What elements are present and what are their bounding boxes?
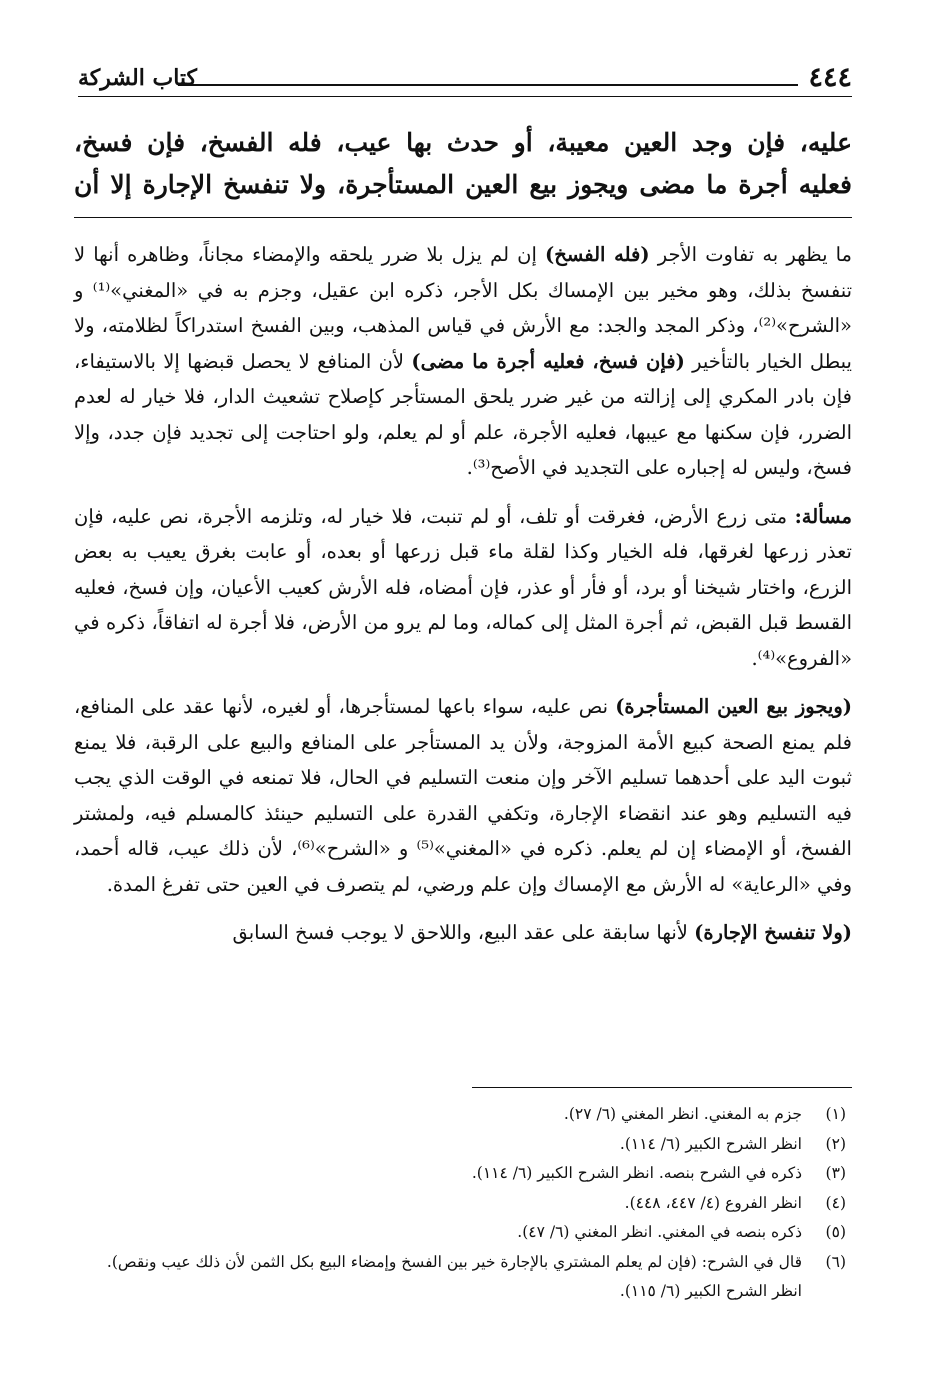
footnote-number: (٣) — [825, 1164, 846, 1182]
commentary-paragraph — [74, 915, 852, 951]
main-text-divider — [74, 217, 852, 218]
footnote-text: جزم به المغني. انظر المغني (٦/ ٢٧). — [563, 1105, 802, 1123]
footnote-number: (٢) — [825, 1134, 846, 1153]
footnote-divider — [472, 1087, 852, 1088]
footnote-number: (٦) — [825, 1252, 846, 1271]
main-text-line: عليه، فإن وجد العين معيبة، أو حدث بها عيب، فله الفسخ، فإن فسخ، — [74, 128, 852, 157]
footnote-number: (٤) — [825, 1193, 846, 1212]
header-rule — [178, 84, 798, 86]
quoted-matn: (فله الفسخ) — [545, 243, 650, 266]
issue-heading: مسألة: — [794, 504, 852, 528]
footnote-text: قال في الشرح: (فإن لم يعلم المشتري بالإجارة خير بين الفسخ وإمضاء البيع بكل الثمن لأن ذلك عيب ونقص). انظر الشرح الكبير (٦/ ١١٥). — [106, 1252, 802, 1300]
quoted-matn: (فإن فسخ، فعليه أجرة ما مضى) — [411, 349, 685, 373]
footnote — [80, 1218, 846, 1248]
quoted-matn: (ولا تنفسخ الإجارة) — [694, 921, 852, 944]
commentary-text: إن لم يزل بلا ضرر يلحقه والإمضاء مجاناً، وظاهره أنها لا تنفسخ بذلك، وهو مخير بين الإمساك بكل الأجر، ذكره ابن عقيل، وجزم به في «المغني»⁽¹⁾ و «الشرح»⁽²⁾، وذكر المجد والجد: مع الأرش في قياس المذهب، وبين الفسخ استدراكاً لظلامته، ولا يبطل الخيار بالتأخير — [74, 243, 853, 373]
commentary-text: لأنها سابقة على عقد البيع، واللاحق لا يوجب فسخ السابق — [232, 921, 695, 944]
footnote — [80, 1189, 846, 1219]
commentary-text: ما يظهر به تفاوت الأجر — [649, 243, 853, 266]
page-header — [78, 62, 852, 96]
footnote — [80, 1248, 846, 1307]
footnote-text: ذكره في الشرح بنصه. انظر الشرح الكبير (٦/ ١١٤). — [471, 1164, 802, 1182]
commentary-text: لأن المنافع لا يحصل قبضها إلا بالاستيفاء، فإن بادر المكري إلى إزالته من غير ضرر يلحق المستأجر كإصلاح تشعيث الدار، فلا خيار له لعدم الضرر، فإن سكنها مع عيبها، فعليه الأجرة، علم أو لم يعلم، ولو احتاجت إلى تجديد فإن جدد، وإلا فسخ، وليس له إجباره على التجديد في الأصح⁽³⁾. — [74, 349, 852, 479]
commentary-text: متى زرع الأرض، فغرقت أو تلف، أو لم تنبت، فلا خيار له، وتلزمه الأجرة، نص عليه، فإن تعذر زرعها لغرقها، فله الخيار وكذا لقلة ماء قبل زرعها أو بعده، أو عابت بغرق يعيب به بعض الزرع، واختار شيخنا أو برد، أو فأر أو عذر، فإن أمضاه، فله الأرش كعيب الأعيان، وإن فسخ، فعليه القسط قبل القبض، ثم أجرة المثل إلى كماله، وما لم يرو من الأرض، فلا أجرة له اتفاقاً، ذكره في «الفروع»⁽⁴⁾. — [74, 504, 852, 670]
footnote-text: ذكره بنصه في المغني. انظر المغني (٦/ ٤٧). — [517, 1223, 802, 1241]
running-title: كتاب الشركة — [78, 65, 198, 91]
main-text — [74, 122, 852, 206]
footnote-text: انظر الشرح الكبير (٦/ ١١٤). — [619, 1134, 802, 1153]
footnote — [80, 1159, 846, 1189]
commentary-text: نص عليه، سواء باعها لمستأجرها، أو لغيره، لأنها عقد على المنافع، فلم يمنع الصحة كبيع الأمة المزوجة، ولأن يد المستأجر على المنافع والبيع على الرقبة، فلا يمنع ثبوت اليد على أحدهما تسليم الآخر وإن منعت التسليم في الحال، فلا تمنعه في الوقت الذي يجب فيه التسليم وهو عند انقضاء الإجارة، وتكفي القدرة على التسليم حينئذ كالمسلم فيه، ولمشتر الفسخ، أو الإمضاء إن لم يعلم. ذكره في «المغني»⁽⁵⁾ و «الشرح»⁽⁶⁾، لأن ذلك عيب، قاله أحمد، وفي «الرعاية» له الأرش مع الإمساك وإن علم ورضي، لم يتصرف في العين حتى تفرغ المدة. — [74, 695, 852, 896]
footnotes — [80, 1100, 846, 1307]
footnote-number: (٥) — [825, 1223, 846, 1241]
main-text-line: فعليه أجرة ما مضى ويجوز بيع العين المستأجرة، ولا تنفسخ الإجارة إلا أن — [74, 170, 852, 199]
page-number: ٤٤٤ — [808, 62, 852, 93]
quoted-matn: (ويجوز بيع العين المستأجرة) — [615, 695, 852, 718]
commentary-paragraph — [74, 237, 852, 486]
footnote-text: انظر الفروع (٤/ ٤٤٧، ٤٤٨). — [624, 1193, 802, 1212]
header-underline — [78, 96, 852, 97]
commentary-paragraph — [74, 689, 852, 902]
footnote — [80, 1130, 846, 1160]
commentary — [74, 237, 852, 964]
footnote-number: (١) — [825, 1105, 846, 1123]
commentary-paragraph — [74, 499, 852, 677]
footnote — [80, 1100, 846, 1130]
